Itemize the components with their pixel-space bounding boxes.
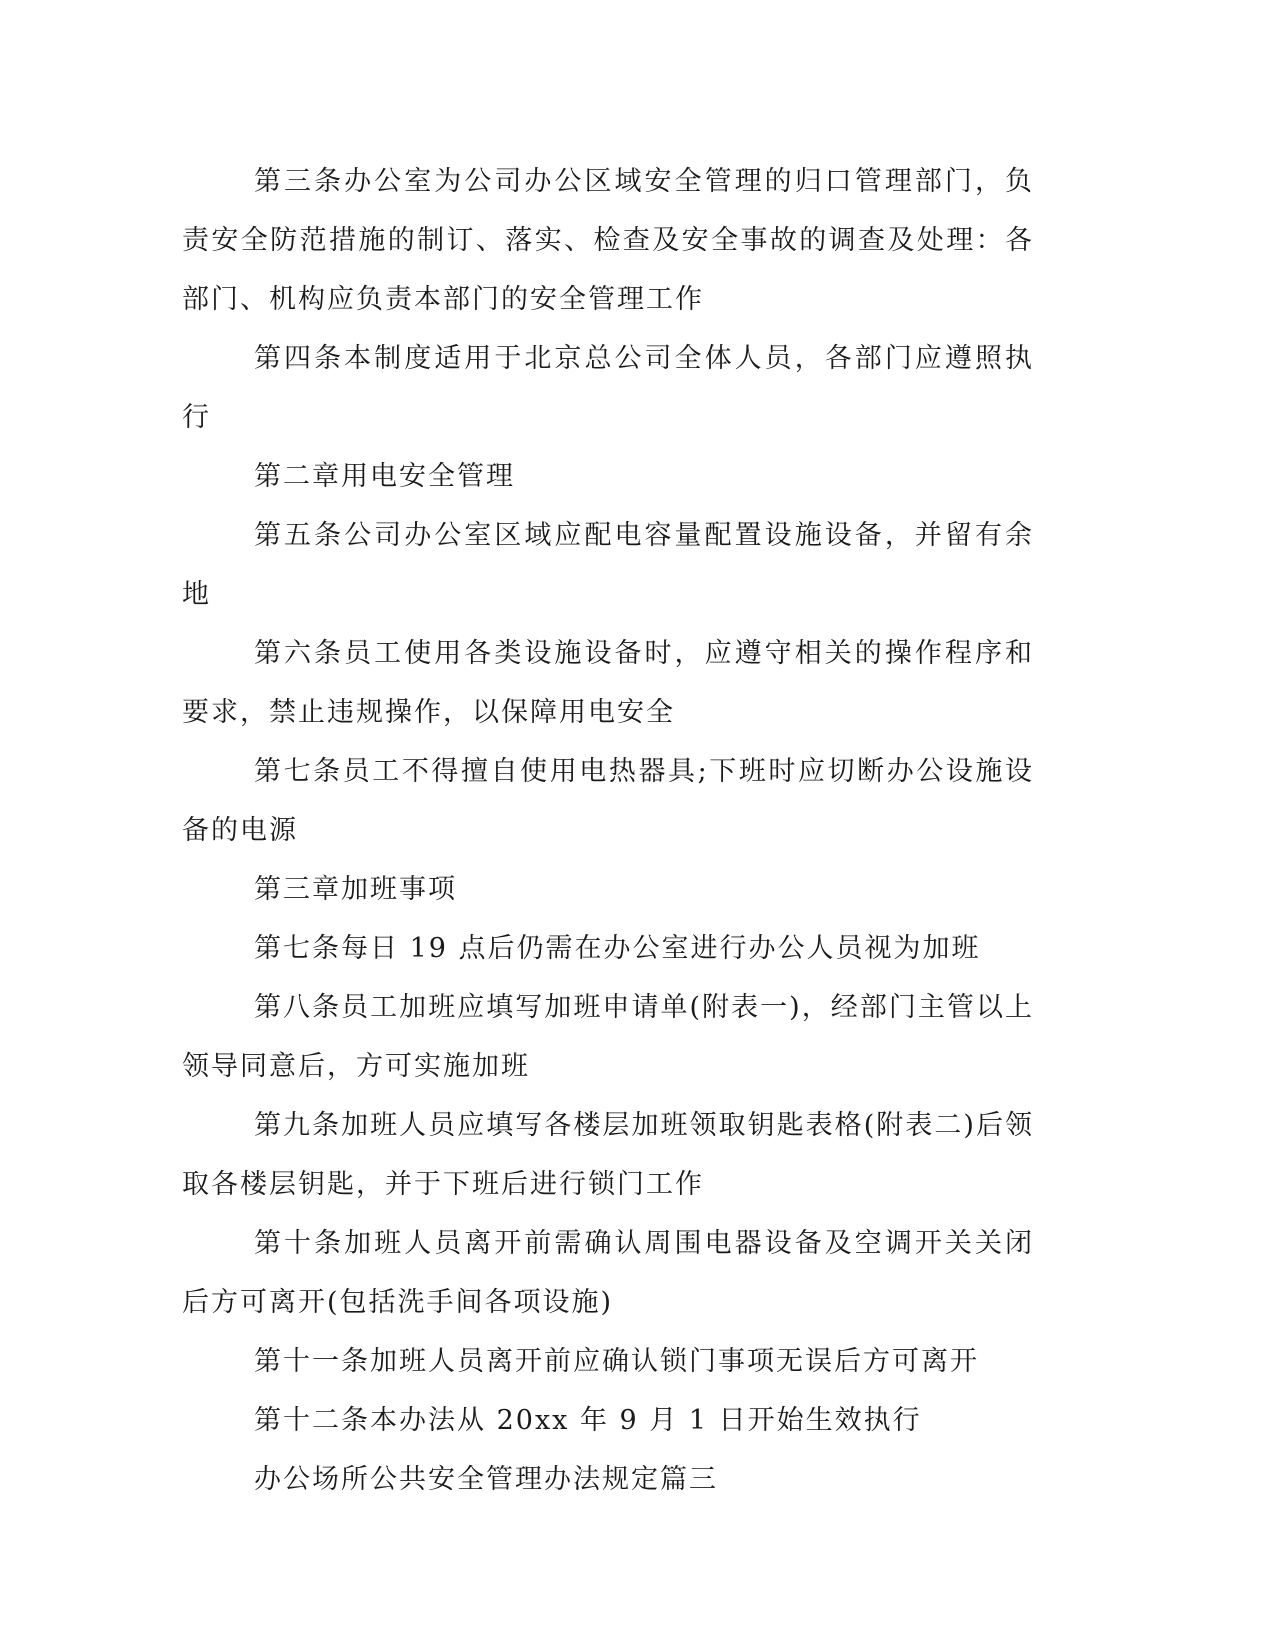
paragraph-article-4: 第四条本制度适用于北京总公司全体人员，各部门应遵照执行 bbox=[182, 343, 1034, 433]
paragraph-article-7-electric: 第七条员工不得擅自使用电热器具;下班时应切断办公设施设备的电源 bbox=[182, 756, 1034, 846]
paragraph-article-12: 第十二条本办法从 20xx 年 9 月 1 日开始生效执行 bbox=[254, 1405, 922, 1436]
paragraph-article-11: 第十一条加班人员离开前应确认锁门事项无误后方可离开 bbox=[254, 1346, 979, 1377]
chapter-heading-3: 第三章加班事项 bbox=[254, 874, 457, 905]
paragraph-article-9: 第九条加班人员应填写各楼层加班领取钥匙表格(附表二)后领取各楼层钥匙，并于下班后进行锁门工作 bbox=[182, 1110, 1034, 1200]
paragraph-article-10: 第十条加班人员离开前需确认周围电器设备及空调开关关闭后方可离开(包括洗手间各项设施) bbox=[182, 1228, 1034, 1318]
paragraph-article-5: 第五条公司办公室区域应配电容量配置设施设备，并留有余地 bbox=[182, 520, 1034, 610]
document-body bbox=[182, 152, 1034, 1509]
paragraph-article-8: 第八条员工加班应填写加班申请单(附表一)，经部门主管以上领导同意后，方可实施加班 bbox=[182, 992, 1034, 1082]
chapter-heading-2: 第二章用电安全管理 bbox=[254, 461, 515, 492]
paragraph-article-6: 第六条员工使用各类设施设备时，应遵守相关的操作程序和要求，禁止违规操作，以保障用电安全 bbox=[182, 638, 1034, 728]
paragraph-article-7-overtime: 第七条每日 19 点后仍需在办公室进行办公人员视为加班 bbox=[254, 933, 981, 964]
paragraph-article-3: 第三条办公室为公司办公区域安全管理的归口管理部门，负责安全防范措施的制订、落实、检查及安全事故的调查及处理：各部门、机构应负责本部门的安全管理工作 bbox=[182, 166, 1034, 315]
section-heading-part-3: 办公场所公共安全管理办法规定篇三 bbox=[254, 1464, 718, 1495]
